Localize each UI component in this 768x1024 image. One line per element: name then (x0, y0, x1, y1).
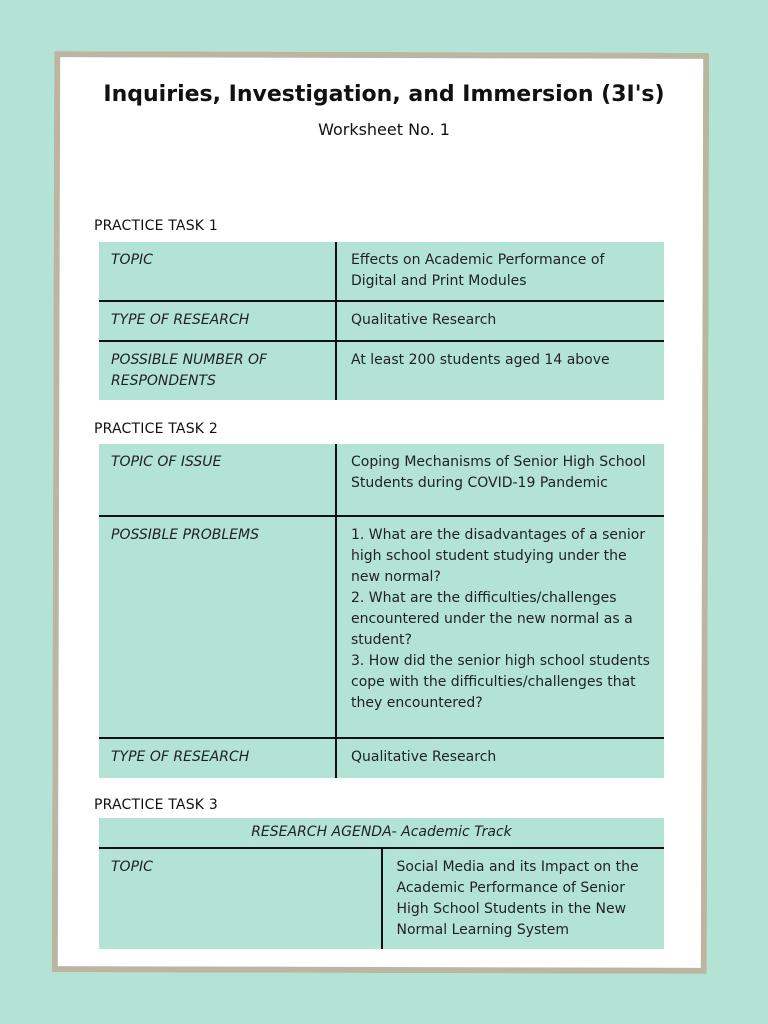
task1-label: PRACTICE TASK 1 (94, 218, 218, 234)
table-row (99, 341, 664, 400)
problem-item: 1. What are the disadvantages of a senior high school student studying under the new normal? (351, 527, 646, 585)
task1-table (99, 242, 664, 400)
task2-type-value: Qualitative Research (336, 738, 664, 778)
table-row (99, 848, 664, 949)
task1-respondents-value: At least 200 students aged 14 above (336, 341, 664, 400)
task2-type-key: TYPE OF RESEARCH (99, 738, 336, 778)
page-subtitle: Worksheet No. 1 (318, 120, 450, 139)
task2-problems-value (336, 516, 664, 738)
task2-table (99, 444, 664, 778)
task2-problems-key: POSSIBLE PROBLEMS (99, 516, 336, 738)
table-row (99, 818, 664, 848)
task1-type-key: TYPE OF RESEARCH (99, 301, 336, 341)
task1-respondents-key: POSSIBLE NUMBER OF RESPONDENTS (99, 341, 336, 400)
task2-topic-key: TOPIC OF ISSUE (111, 454, 222, 470)
task3-topic-key: TOPIC (99, 848, 382, 949)
task3-label: PRACTICE TASK 3 (94, 797, 218, 813)
table-row (99, 738, 664, 778)
task2-topic-value: Coping Mechanisms of Senior High School Students during COVID-19 Pandemic (336, 444, 664, 516)
problem-item: 3. How did the senior high school students cope with the difficulties/challenges that they encountered? (351, 653, 650, 711)
task1-type-value: Qualitative Research (336, 301, 664, 341)
task2-label: PRACTICE TASK 2 (94, 421, 218, 437)
table-row (99, 444, 664, 516)
task1-topic-value: Effects on Academic Performance of Digital and Print Modules (336, 242, 664, 301)
table-row (99, 242, 664, 301)
page-title: Inquiries, Investigation, and Immersion (3I's) (103, 82, 665, 107)
table-row (99, 301, 664, 341)
task1-topic-key: TOPIC (111, 252, 153, 268)
task3-topic-value: Social Media and its Impact on the Academic Performance of Senior High School Students in the New Normal Learning System (382, 848, 665, 949)
task3-agenda: RESEARCH AGENDA- Academic Track (251, 824, 512, 840)
task3-table (99, 818, 664, 949)
problem-item: 2. What are the difficulties/challenges encountered under the new normal as a student? (351, 590, 633, 648)
table-row (99, 516, 664, 738)
